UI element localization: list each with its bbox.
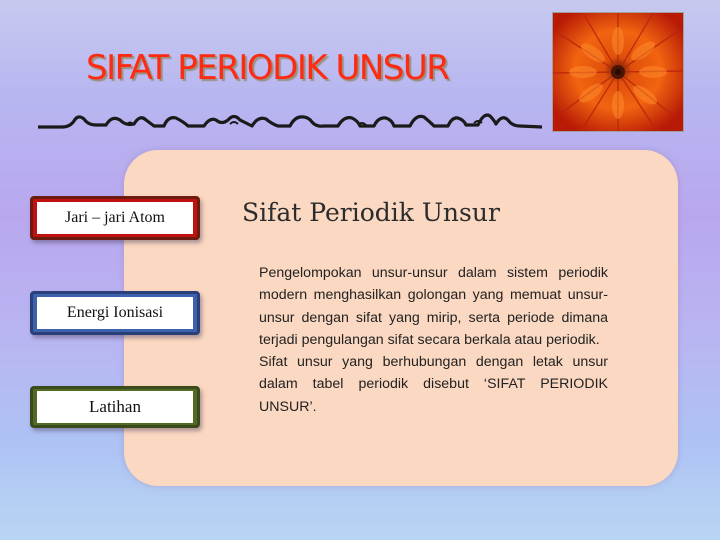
jari-jari-atom-label: Jari – jari Atom [37, 202, 193, 234]
latihan-button[interactable] [30, 386, 200, 428]
energi-ionisasi-label: Energi Ionisasi [37, 297, 193, 329]
ornament-divider-icon [38, 108, 542, 134]
flower-image [552, 12, 684, 132]
latihan-label: Latihan [37, 391, 193, 423]
jari-jari-atom-button[interactable] [30, 196, 200, 240]
content-body [259, 262, 608, 418]
content-heading: Sifat Periodik Unsur [242, 198, 500, 227]
chrysanthemum-icon [553, 13, 683, 131]
content-paragraph-2: Sifat unsur yang berhubungan dengan letak unsur dalam tabel periodik disebut ‘SIFAT PERIODIK UNSUR’. [259, 354, 608, 415]
energi-ionisasi-button[interactable] [30, 291, 200, 335]
content-paragraph-1: Pengelompokan unsur-unsur dalam sistem periodik modern menghasilkan golongan yang memuat unsur-unsur dengan sifat yang mirip, serta periode dimana terjadi pengulangan sifat secara berkala atau periodik. [259, 265, 608, 348]
slide-title: SIFAT PERIODIK UNSUR [86, 48, 449, 88]
